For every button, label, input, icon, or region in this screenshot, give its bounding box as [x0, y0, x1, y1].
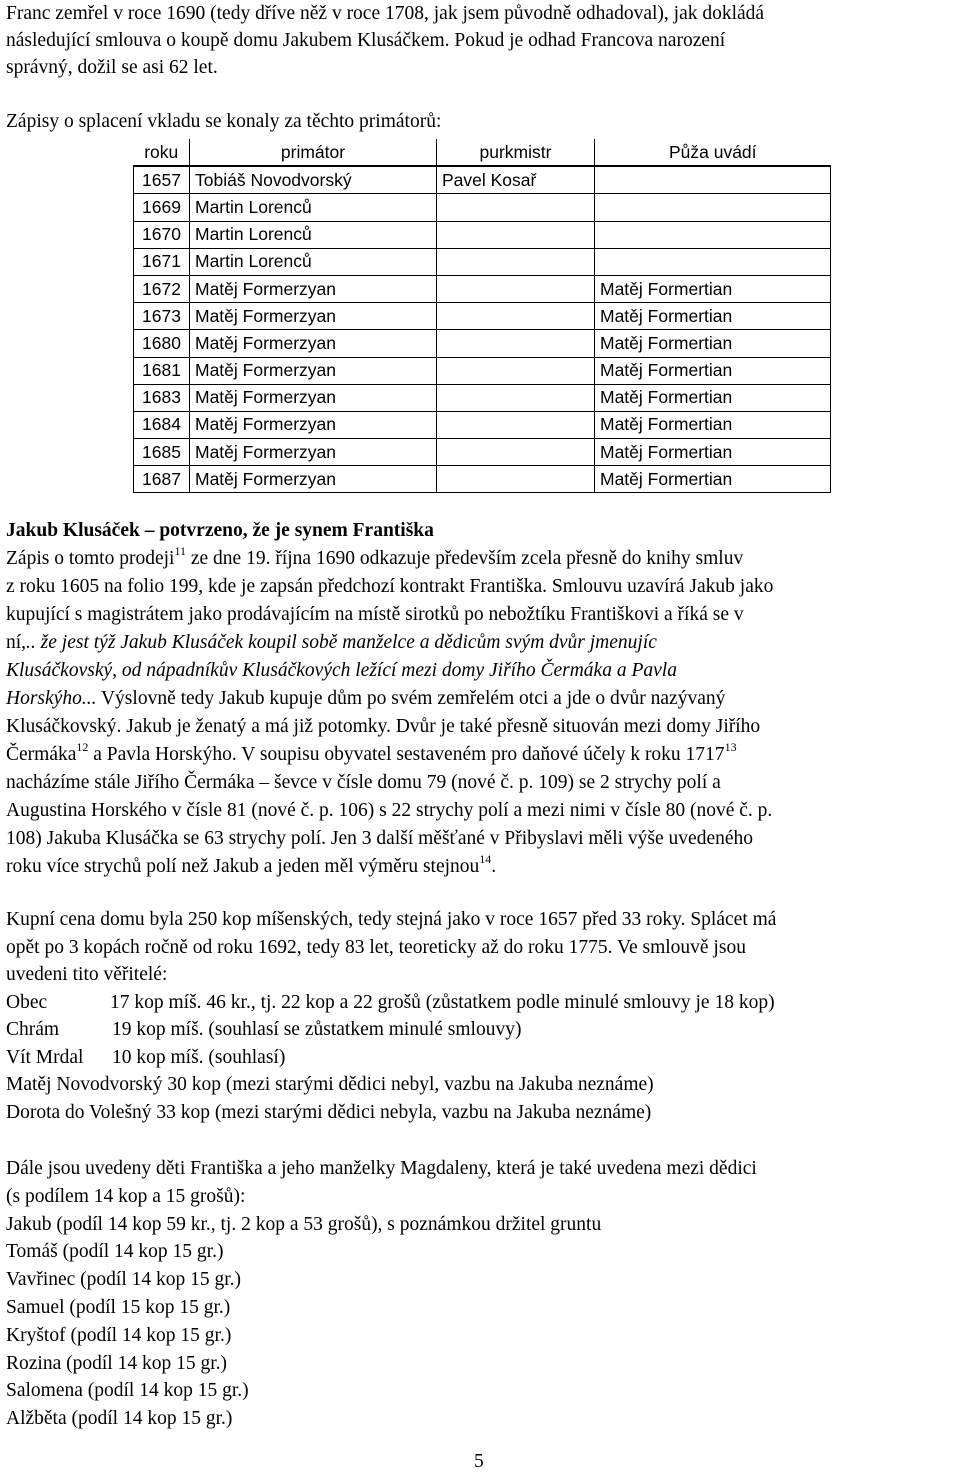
creditor-line: Matěj Novodvorský 30 kop (mezi starými dědici nebyl, vazbu na Jakuba neznáme) — [6, 1074, 654, 1095]
creditor-line — [6, 1016, 958, 1044]
purkmistr-cell — [437, 466, 595, 493]
year-cell: 1669 — [134, 194, 190, 221]
paragraph-line — [6, 657, 958, 685]
intro-line: následující smlouva o koupě domu Jakubem Klusáčkem. Pokud je odhad Francova narození — [6, 30, 726, 52]
creditor-line — [6, 1044, 958, 1072]
year-cell: 1684 — [134, 411, 190, 438]
primator-cell: Matěj Formerzyan — [190, 330, 437, 357]
primator-cell: Martin Lorenců — [190, 248, 437, 275]
page-number: 5 — [474, 1451, 484, 1472]
paragraph-line — [6, 685, 958, 713]
paragraph-line: Kupní cena domu byla 250 kop míšenských, tedy stejná jako v roce 1657 před 33 roky. Splácet má — [6, 909, 777, 930]
puza-cell: Matěj Formertian — [595, 439, 831, 466]
year-cell: 1687 — [134, 466, 190, 493]
kupni-cena-section — [6, 906, 958, 1126]
child-entry: Rozina (podíl 14 kop 15 gr.) — [6, 1352, 227, 1374]
table-row — [134, 384, 831, 411]
text-span: ze dne 19. října 1690 odkazuje především zcela přesně do knihy smluv — [186, 548, 744, 569]
column-header: roku — [134, 139, 190, 166]
year-cell: 1683 — [134, 384, 190, 411]
text-span: Zápis o tomto prodeji — [6, 548, 175, 569]
intro-line: Franc zemřel v roce 1690 (tedy dříve něž v roce 1708, jak jsem původně odhadoval), jak dokládá — [6, 3, 765, 24]
paragraph-line: z roku 1605 na folio 199, kde je zapsán předchozí kontrakt Františka. Smlouvu uzavírá Jakub jako — [6, 576, 774, 597]
primator-table — [133, 139, 831, 493]
purkmistr-cell — [437, 384, 595, 411]
primator-cell: Martin Lorenců — [190, 194, 437, 221]
purkmistr-cell — [437, 221, 595, 248]
section-heading — [6, 517, 958, 545]
year-cell: 1670 — [134, 221, 190, 248]
year-cell: 1680 — [134, 330, 190, 357]
year-cell: 1685 — [134, 439, 190, 466]
puza-cell — [595, 194, 831, 221]
creditor-name: Vít Mrdal — [6, 1046, 84, 1068]
text-span: . — [491, 856, 497, 877]
year-cell: 1672 — [134, 275, 190, 302]
paragraph-line: opět po 3 kopách ročně od roku 1692, tedy 83 let, teoreticky až do roku 1775. Ve smlouvě jsou — [6, 936, 746, 958]
paragraph-line: Dále jsou uvedeny děti Františka a jeho manželky Magdaleny, která je také uvedena mezi dědici — [6, 1158, 757, 1179]
purkmistr-cell — [437, 303, 595, 330]
puza-cell — [595, 221, 831, 248]
purkmistr-cell: Pavel Kosař — [437, 166, 595, 194]
child-entry: Tomáš (podíl 14 kop 15 gr.) — [6, 1241, 224, 1263]
children-section — [6, 1155, 958, 1433]
primator-cell: Matěj Formerzyan — [190, 439, 437, 466]
paragraph-line: uvedeni tito věřitelé: — [6, 964, 168, 985]
intro-paragraph — [6, 0, 958, 82]
zapisy-heading-text: Zápisy o splacení vkladu se konaly za těchto primátorů: — [6, 111, 442, 132]
table-row — [134, 439, 831, 466]
primator-cell: Matěj Formerzyan — [190, 275, 437, 302]
primator-cell: Matěj Formerzyan — [190, 357, 437, 384]
creditor-line: Dorota do Volešný 33 kop (mezi starými dědici nebyla, vazbu na Jakuba neznáme) — [6, 1101, 652, 1123]
paragraph-line: Augustina Horského v čísle 81 (nové č. p. 106) s 22 strychy polí a mezi nimi v čísle 80 (nové č. p. — [6, 800, 773, 821]
table-row — [134, 466, 831, 493]
table-header-row — [134, 139, 831, 166]
primator-cell: Tobiáš Novodvorský — [190, 166, 437, 194]
puza-cell: Matěj Formertian — [595, 466, 831, 493]
paragraph-line: nacházíme stále Jiřího Čermáka – ševce v čísle domu 79 (nové č. p. 109) se 2 strychy polí a — [6, 772, 721, 793]
footnote-ref: 11 — [174, 543, 186, 558]
purkmistr-cell — [437, 411, 595, 438]
footnote-ref: 13 — [724, 739, 737, 754]
puza-cell: Matěj Formertian — [595, 330, 831, 357]
creditor-text: 10 kop míš. (souhlasí) — [112, 1046, 286, 1068]
puza-cell: Matěj Formertian — [595, 303, 831, 330]
section-heading-text: Jakub Klusáček – potvrzeno, že je synem Františka — [6, 520, 434, 541]
text-span: Výslovně tedy Jakub kupuje dům po svém zemřelém otci a jde o dvůr nazývaný — [96, 688, 726, 709]
child-entry: Samuel (podíl 15 kop 15 gr.) — [6, 1296, 231, 1318]
purkmistr-cell — [437, 357, 595, 384]
table-row — [134, 330, 831, 357]
quote-span: .. že jest týž Jakub Klusáček koupil sobě manželce a dědicům svým dvůr jmenujíc — [26, 632, 657, 653]
paragraph-line — [6, 853, 958, 881]
footnote-ref: 12 — [76, 739, 89, 754]
paragraph-line: 108) Jakuba Klusáčka se 63 strychy polí. Jen 3 další měšťané v Přibyslavi měli výše uvedeného — [6, 828, 754, 849]
paragraph-line — [6, 629, 958, 657]
column-header: primátor — [190, 139, 437, 166]
puza-cell: Matěj Formertian — [595, 275, 831, 302]
year-cell: 1673 — [134, 303, 190, 330]
intro-line: správný, dožil se asi 62 let. — [6, 57, 218, 79]
primator-cell: Matěj Formerzyan — [190, 411, 437, 438]
paragraph-line — [6, 545, 958, 573]
primator-cell: Matěj Formerzyan — [190, 466, 437, 493]
puza-cell: Matěj Formertian — [595, 357, 831, 384]
paragraph-line — [6, 741, 958, 769]
text-span: Čermáka — [6, 744, 77, 765]
year-cell: 1671 — [134, 248, 190, 275]
table-row — [134, 221, 831, 248]
primator-cell: Matěj Formerzyan — [190, 384, 437, 411]
purkmistr-cell — [437, 330, 595, 357]
text-span: a Pavla Horskýho. V soupisu obyvatel sestaveném pro daňové účely k roku 1717 — [88, 744, 725, 765]
child-entry: Jakub (podíl 14 kop 59 kr., tj. 2 kop a 53 grošů), s poznámkou držitel gruntu — [6, 1213, 602, 1235]
primator-cell: Martin Lorenců — [190, 221, 437, 248]
puza-cell: Matěj Formertian — [595, 411, 831, 438]
puza-cell — [595, 166, 831, 194]
child-entry: Alžběta (podíl 14 kop 15 gr.) — [6, 1408, 233, 1430]
column-header: purkmistr — [437, 139, 595, 166]
creditor-name: Chrám — [6, 1019, 60, 1040]
quote-span: Horskýho... — [6, 688, 97, 709]
child-entry: Vavřinec (podíl 14 kop 15 gr.) — [6, 1269, 242, 1291]
klusacek-section — [6, 517, 958, 881]
primator-cell: Matěj Formerzyan — [190, 303, 437, 330]
child-entry: Kryštof (podíl 14 kop 15 gr.) — [6, 1324, 232, 1346]
paragraph-line: kupující s magistrátem jako prodávajícím na místě sirotků po nebožtíku Františkovi a říká se v — [6, 604, 744, 625]
purkmistr-cell — [437, 439, 595, 466]
paragraph-line: Klusáčkovský. Jakub je ženatý a má již potomky. Dvůr je také přesně situován mezi domy Jiřího — [6, 716, 761, 737]
paragraph-line: (s podílem 14 kop a 15 grošů): — [6, 1185, 246, 1207]
table-row — [134, 166, 831, 194]
puza-cell: Matěj Formertian — [595, 384, 831, 411]
child-entry: Salomena (podíl 14 kop 15 gr.) — [6, 1380, 249, 1402]
table-row — [134, 194, 831, 221]
table-row — [134, 357, 831, 384]
table-row — [134, 248, 831, 275]
text-span: roku více strychů polí než Jakub a jeden měl výměru stejnou — [6, 856, 480, 877]
zapisy-heading — [6, 108, 958, 135]
footnote-ref: 14 — [479, 851, 492, 866]
year-cell: 1681 — [134, 357, 190, 384]
column-header: Půža uvádí — [595, 139, 831, 166]
creditor-text: 19 kop míš. (souhlasí se zůstatkem minulé smlouvy) — [112, 1019, 522, 1040]
year-cell: 1657 — [134, 166, 190, 194]
creditor-text: 17 kop míš. 46 kr., tj. 22 kop a 22 grošů (zůstatkem podle minulé smlouvy je 18 kop) — [110, 991, 775, 1013]
purkmistr-cell — [437, 248, 595, 275]
creditor-name: Obec — [6, 991, 48, 1013]
text-span: ní, — [6, 632, 27, 653]
purkmistr-cell — [437, 194, 595, 221]
table-row — [134, 275, 831, 302]
creditor-line — [6, 989, 958, 1017]
puza-cell — [595, 248, 831, 275]
table-row — [134, 411, 831, 438]
purkmistr-cell — [437, 275, 595, 302]
table-row — [134, 303, 831, 330]
quote-span: Klusáčkovský, od nápadníkův Klusáčkových ležící mezi domy Jiřího Čermáka a Pavla — [6, 660, 677, 681]
